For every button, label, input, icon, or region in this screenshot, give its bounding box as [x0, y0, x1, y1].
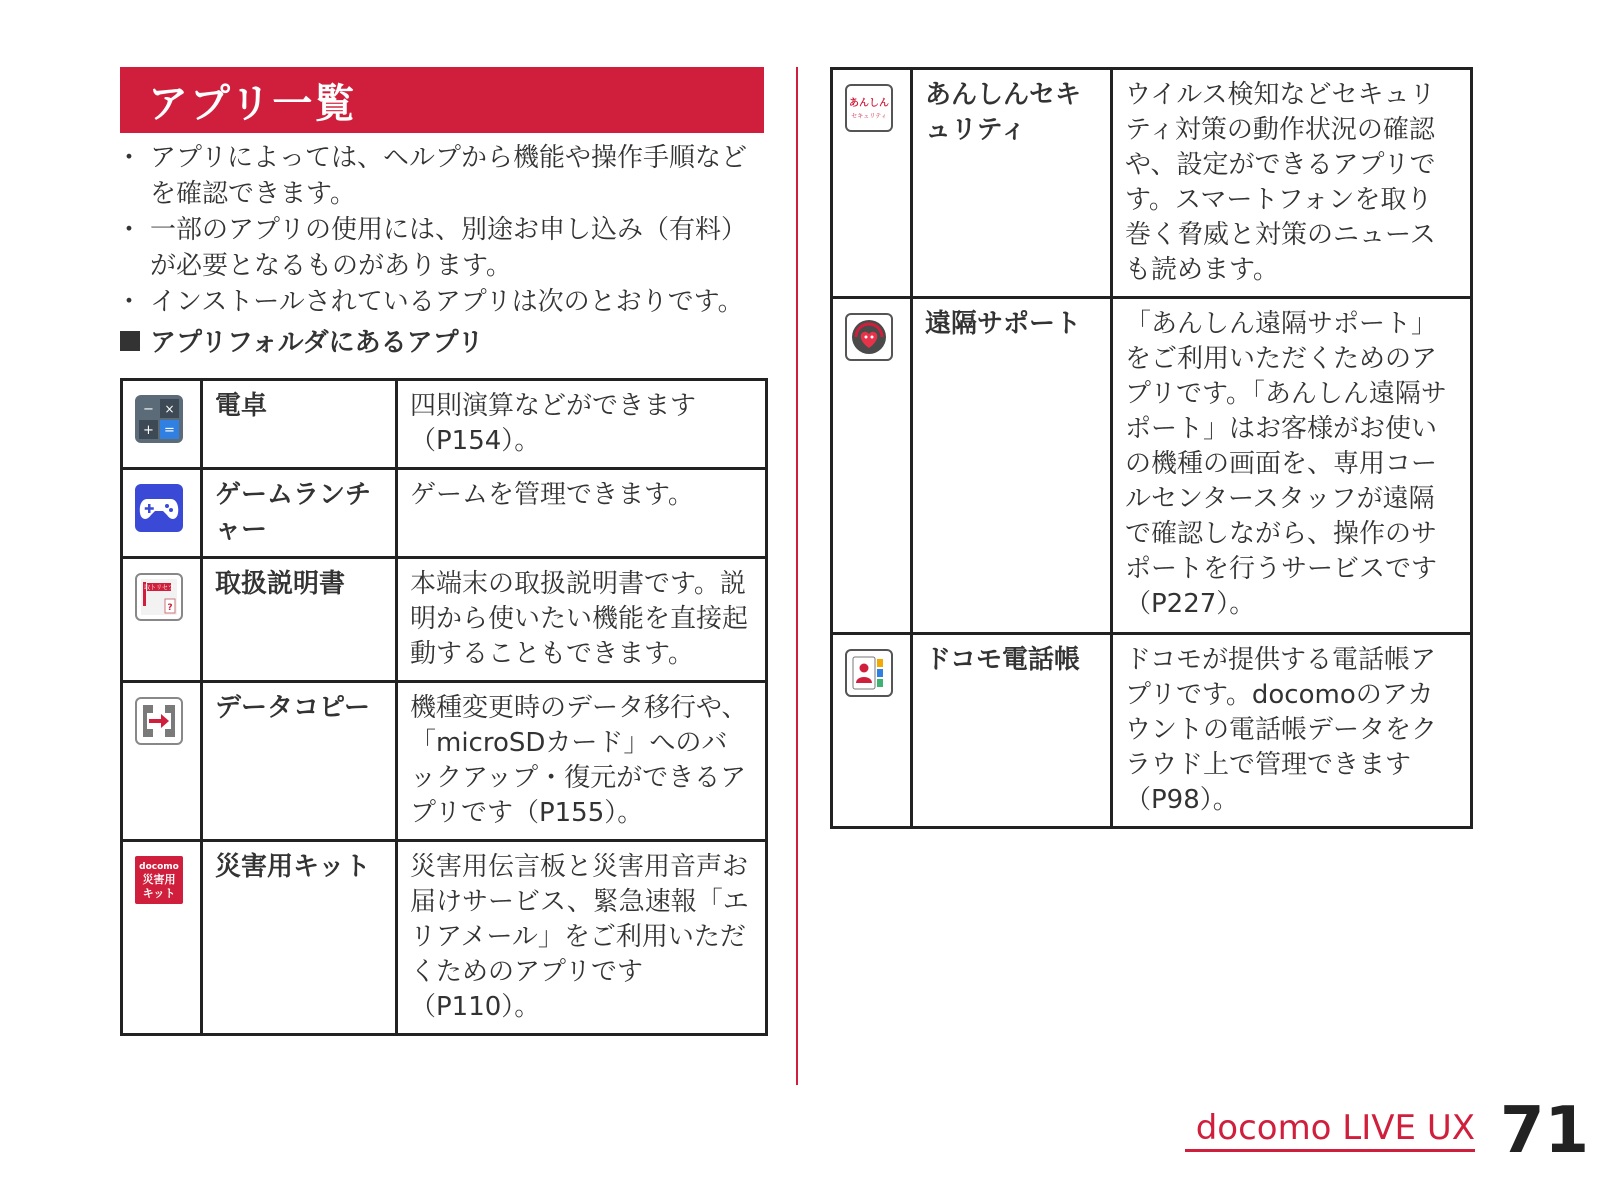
game-launcher-icon — [135, 484, 183, 532]
app-name: 電卓 — [202, 380, 397, 469]
anshin-icon-line2: セキュリティ — [851, 113, 887, 120]
disaster-kit-line1: 災害用 — [142, 873, 176, 886]
table-row — [122, 841, 767, 1035]
svg-text:+: + — [143, 423, 154, 438]
app-description: 災害用伝言板と災害用音声お届けサービス、緊急速報「エリアメール」をご利用いただくためのアプリです（P110）。 — [397, 841, 767, 1035]
bullet-item: ・ インストールされているアプリは次のとおりです。 — [120, 284, 770, 320]
disaster-kit-line2: キット — [142, 887, 176, 900]
table-row — [832, 298, 1472, 634]
bullet-list — [120, 140, 770, 320]
svg-text:=: = — [164, 423, 175, 438]
manual-icon-label: 取トリセツ — [144, 584, 174, 592]
table-row — [122, 558, 767, 682]
app-description: 機種変更時のデータ移行や、「microSDカード」へのバックアップ・復元ができるアプリです（P155）。 — [397, 682, 767, 841]
calculator-icon — [135, 395, 183, 443]
bullet-item: ・ アプリによっては、ヘルプから機能や操作手順などを確認できます。 — [120, 140, 770, 212]
disaster-kit-icon — [135, 856, 183, 904]
bullet-item: ・ 一部のアプリの使用には、別途お申し込み（有料）が必要となるものがあります。 — [120, 212, 770, 284]
app-name: 取扱説明書 — [202, 558, 397, 682]
page-title: アプリ一覧 — [148, 80, 357, 127]
icon-cell — [832, 634, 912, 828]
app-name: 遠隔サポート — [912, 298, 1112, 634]
app-table-left — [120, 378, 768, 1036]
svg-text:?: ? — [167, 603, 173, 613]
section-heading-text: アプリフォルダにあるアプリ — [150, 328, 484, 358]
table-row — [122, 380, 767, 469]
anshin-security-icon — [845, 84, 893, 132]
app-name: ゲームランチャー — [202, 469, 397, 558]
app-description: ドコモが提供する電話帳アプリです。docomoのアカウントの電話帳データをクラウド上で管理できます（P98）。 — [1112, 634, 1472, 828]
app-name: ドコモ電話帳 — [912, 634, 1112, 828]
anshin-icon-line1: あんしん — [849, 98, 889, 109]
footer-brand: docomo LIVE UX — [1185, 1108, 1475, 1152]
docomo-phonebook-icon — [845, 649, 893, 697]
icon-cell — [122, 682, 202, 841]
app-table-right — [830, 67, 1473, 829]
icon-cell — [832, 69, 912, 298]
square-bullet-icon — [120, 331, 140, 351]
remote-support-icon — [845, 313, 893, 361]
icon-cell — [122, 841, 202, 1035]
table-row — [832, 69, 1472, 298]
app-name: 災害用キット — [202, 841, 397, 1035]
table-row — [832, 634, 1472, 828]
app-description: 本端末の取扱説明書です。説明から使いたい機能を直接起動することもできます。 — [397, 558, 767, 682]
icon-cell — [832, 298, 912, 634]
disaster-kit-brand: docomo — [139, 862, 179, 872]
app-name: データコピー — [202, 682, 397, 841]
icon-cell — [122, 469, 202, 558]
section-heading — [120, 322, 484, 359]
app-description: ゲームを管理できます。 — [397, 469, 767, 558]
app-description: 四則演算などができます（P154）。 — [397, 380, 767, 469]
svg-text:−: − — [143, 402, 154, 417]
column-divider — [796, 67, 798, 1085]
page-number: 71 — [1500, 1094, 1590, 1168]
table-row — [122, 682, 767, 841]
icon-cell — [122, 380, 202, 469]
manual-icon — [135, 573, 183, 621]
data-copy-icon — [135, 697, 183, 745]
app-description: 「あんしん遠隔サポート」をご利用いただくためのアプリです。「あんしん遠隔サポート」はお客様がお使いの機種の画面を、専用コールセンタースタッフが遠隔で確認しながら、操作のサポートを行うサービスです（P227）。 — [1112, 298, 1472, 634]
table-row — [122, 469, 767, 558]
svg-text:×: × — [164, 402, 175, 416]
app-name: あんしんセキュリティ — [912, 69, 1112, 298]
icon-cell — [122, 558, 202, 682]
title-bar — [120, 67, 764, 133]
app-description: ウイルス検知などセキュリティ対策の動作状況の確認や、設定ができるアプリです。スマートフォンを取り巻く脅威と対策のニュースも読めます。 — [1112, 69, 1472, 298]
